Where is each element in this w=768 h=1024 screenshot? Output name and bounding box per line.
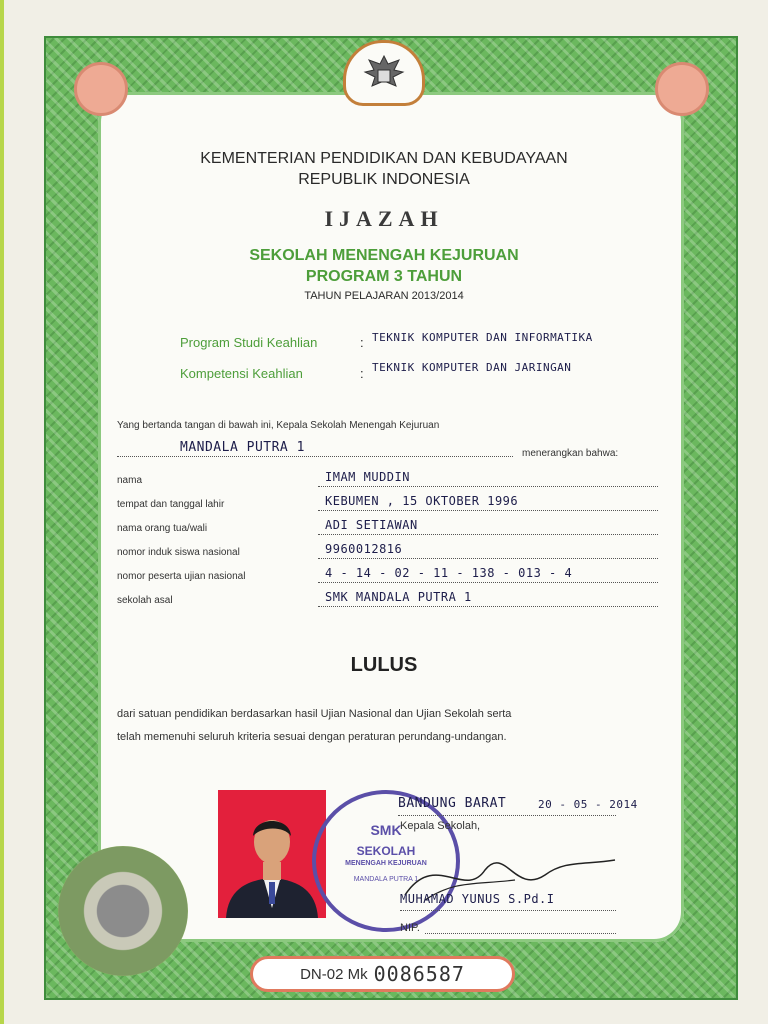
field-label: nomor induk siswa nasional bbox=[117, 547, 240, 558]
program-duration: PROGRAM 3 TAHUN bbox=[305, 268, 463, 285]
stamp-line-2: MENENGAH KEJURUAN bbox=[345, 860, 427, 867]
field-label: sekolah asal bbox=[117, 595, 173, 606]
serial-number: 0086587 bbox=[373, 962, 465, 986]
field-value: ADI SETIAWAN bbox=[325, 518, 418, 532]
nip-label: NIP. bbox=[400, 922, 420, 934]
academic-year: TAHUN PELAJARAN 2013/2014 bbox=[304, 290, 464, 302]
hologram-seal-icon bbox=[58, 846, 188, 976]
corner-ornament-top-left bbox=[74, 62, 128, 116]
signature-place: BANDUNG BARAT bbox=[398, 796, 507, 811]
field-line bbox=[318, 582, 658, 583]
stamp-line-1: SEKOLAH bbox=[356, 844, 416, 858]
stamp-line-3: MANDALA PUTRA 1 bbox=[353, 876, 419, 883]
statement-line-1: dari satuan pendidikan berdasarkan hasil Ujian Nasional dan Ujian Sekolah serta bbox=[117, 708, 512, 720]
field-line bbox=[318, 606, 658, 607]
competency-colon: : bbox=[360, 366, 364, 381]
school-type: SEKOLAH MENENGAH KEJURUAN bbox=[249, 247, 519, 264]
field-value: KEBUMEN , 15 OKTOBER 1996 bbox=[325, 494, 519, 508]
field-line bbox=[318, 486, 658, 487]
field-line bbox=[318, 534, 658, 535]
signature-place-line bbox=[398, 815, 616, 816]
statement-line-2: telah memenuhi seluruh kriteria sesuai dengan peraturan perundang-undangan. bbox=[117, 731, 507, 743]
field-line bbox=[318, 510, 658, 511]
field-value: 4 - 14 - 02 - 11 - 138 - 013 - 4 bbox=[325, 566, 573, 580]
principal-name-line bbox=[400, 910, 616, 911]
principal-name: MUHAMAD YUNUS S.Pd.I bbox=[400, 892, 555, 906]
corner-ornament-top-right bbox=[655, 62, 709, 116]
program-study-colon: : bbox=[360, 335, 364, 350]
program-study-value: TEKNIK KOMPUTER DAN INFORMATIKA bbox=[372, 331, 593, 344]
signature-title: Kepala Sekolah, bbox=[400, 820, 481, 832]
field-label: nama orang tua/wali bbox=[117, 523, 208, 534]
competency-value: TEKNIK KOMPUTER DAN JARINGAN bbox=[372, 361, 572, 374]
field-label: tempat dan tanggal lahir bbox=[117, 499, 225, 510]
intro-text: Yang bertanda tangan di bawah ini, Kepala Sekolah Menengah Kejuruan bbox=[117, 420, 440, 431]
serial-number-box bbox=[250, 956, 515, 992]
competency-label: Kompetensi Keahlian bbox=[180, 366, 303, 381]
field-value: 9960012816 bbox=[325, 542, 403, 556]
student-photo bbox=[218, 790, 326, 918]
field-value: SMK MANDALA PUTRA 1 bbox=[325, 590, 472, 604]
program-study-label: Program Studi Keahlian bbox=[180, 335, 318, 350]
signature-date: 20 - 05 - 2014 bbox=[538, 798, 638, 811]
field-label: nama bbox=[117, 475, 143, 486]
certify-text: menerangkan bahwa: bbox=[522, 448, 619, 459]
school-name-line bbox=[117, 456, 513, 457]
serial-prefix: DN-02 Mk bbox=[300, 965, 368, 983]
result-status: LULUS bbox=[350, 654, 418, 676]
ministry-heading: KEMENTERIAN PENDIDIKAN DAN KEBUDAYAAN bbox=[200, 150, 568, 167]
document-title: IJAZAH bbox=[324, 206, 444, 231]
school-name-value: MANDALA PUTRA 1 bbox=[180, 440, 305, 455]
nip-line bbox=[425, 933, 616, 934]
stamp-top-text: SMK bbox=[370, 822, 402, 838]
field-value: IMAM MUDDIN bbox=[325, 470, 410, 484]
republic-heading: REPUBLIK INDONESIA bbox=[298, 171, 470, 188]
field-line bbox=[318, 558, 658, 559]
field-label: nomor peserta ujian nasional bbox=[117, 571, 246, 582]
